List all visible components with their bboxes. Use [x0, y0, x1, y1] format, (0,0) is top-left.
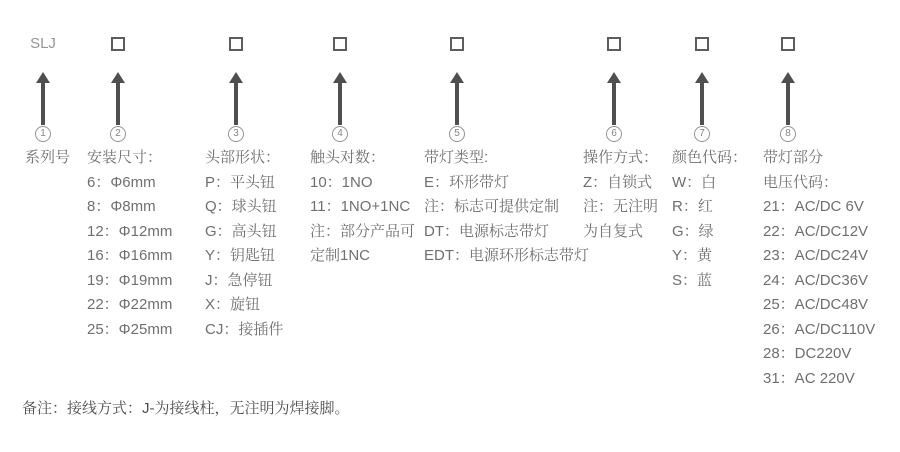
code-option: E：环形带灯 [424, 173, 510, 191]
code-option: 8：Φ8mm [87, 198, 156, 215]
code-option: DT：电源标志带灯 [424, 222, 549, 240]
remark-note: 备注：接线方式：J-为接线柱，无注明为焊接脚。 [22, 400, 350, 417]
column-label: 操作方式： [583, 149, 659, 166]
code-option: 12：Φ12mm [87, 222, 173, 240]
code-option: Y：黄 [672, 247, 713, 264]
options-list [583, 171, 658, 245]
up-arrow-icon [229, 72, 243, 125]
code-option: Y：钥匙钮 [205, 247, 276, 264]
position-number-7: 7 [694, 126, 710, 142]
up-arrow-icon [111, 72, 125, 125]
code-option: S：蓝 [672, 271, 713, 289]
code-placeholder-box [695, 37, 709, 51]
code-placeholder-box [333, 37, 347, 51]
code-option: 注：无注明 [583, 198, 659, 215]
column-label: 系列号 [25, 149, 71, 166]
code-option: 28：DC220V [763, 345, 852, 362]
code-option: 22：Φ22mm [87, 296, 173, 313]
code-option: J：急停钮 [205, 271, 273, 289]
code-placeholder-box [607, 37, 621, 51]
column-label: 颜色代码： [672, 149, 748, 166]
options-list [205, 171, 283, 343]
code-placeholder-box [450, 37, 464, 51]
code-option: 11：1NO+1NC [310, 198, 411, 215]
column-label-line2: 电压代码： [763, 173, 839, 191]
code-option: 25：AC/DC48V [763, 296, 869, 313]
code-option: 21：AC/DC 6V [763, 198, 864, 215]
code-option: 6：Φ6mm [87, 173, 156, 191]
options-list [310, 171, 415, 269]
code-option: W：白 [672, 173, 717, 191]
column-label: 带灯部分 [763, 149, 824, 166]
code-option: 10：1NO [310, 173, 373, 191]
position-number-8: 8 [780, 126, 796, 142]
options-list [672, 171, 716, 294]
code-option: 注：部分产品可 [310, 222, 416, 240]
code-option: 23：AC/DC24V [763, 247, 869, 264]
code-option: 26：AC/DC110V [763, 320, 876, 338]
column-label: 触头对数： [310, 149, 386, 166]
code-option: X：旋钮 [205, 296, 261, 313]
position-number-3: 3 [228, 126, 244, 142]
column-label: 头部形状： [205, 149, 281, 166]
up-arrow-icon [781, 72, 795, 125]
column-label: 安装尺寸： [87, 149, 163, 166]
code-option: 为自复式 [583, 222, 644, 240]
position-number-6: 6 [606, 126, 622, 142]
code-placeholder-box [111, 37, 125, 51]
code-option: P：平头钮 [205, 173, 276, 191]
code-option: 注：标志可提供定制 [424, 198, 560, 215]
code-option: 16：Φ16mm [87, 247, 173, 264]
code-option: 22：AC/DC12V [763, 222, 869, 240]
series-code-text: SLJ [30, 35, 56, 52]
code-placeholder-box [781, 37, 795, 51]
position-number-4: 4 [332, 126, 348, 142]
position-number-2: 2 [110, 126, 126, 142]
code-option: Q：球头钮 [205, 198, 277, 215]
up-arrow-icon [607, 72, 621, 125]
options-list [87, 171, 172, 343]
code-option: G：高头钮 [205, 222, 277, 240]
column-label: 带灯类型: [424, 149, 489, 166]
code-option: 25：Φ25mm [87, 320, 173, 338]
up-arrow-icon [36, 72, 50, 125]
position-number-1: 1 [35, 126, 51, 142]
code-option: R：红 [672, 198, 713, 215]
code-option: 19：Φ19mm [87, 271, 173, 289]
code-option: EDT：电源环形标志带灯 [424, 247, 590, 264]
options-list [424, 171, 589, 269]
position-number-5: 5 [449, 126, 465, 142]
options-list [763, 195, 875, 391]
code-option: 31：AC 220V [763, 369, 855, 387]
code-option: 24：AC/DC36V [763, 271, 869, 289]
code-placeholder-box [229, 37, 243, 51]
code-option: G：绿 [672, 222, 714, 240]
up-arrow-icon [695, 72, 709, 125]
code-option: CJ：接插件 [205, 320, 284, 338]
code-option: 定制1NC [310, 247, 371, 264]
up-arrow-icon [333, 72, 347, 125]
up-arrow-icon [450, 72, 464, 125]
code-option: Z：自锁式 [583, 173, 653, 191]
